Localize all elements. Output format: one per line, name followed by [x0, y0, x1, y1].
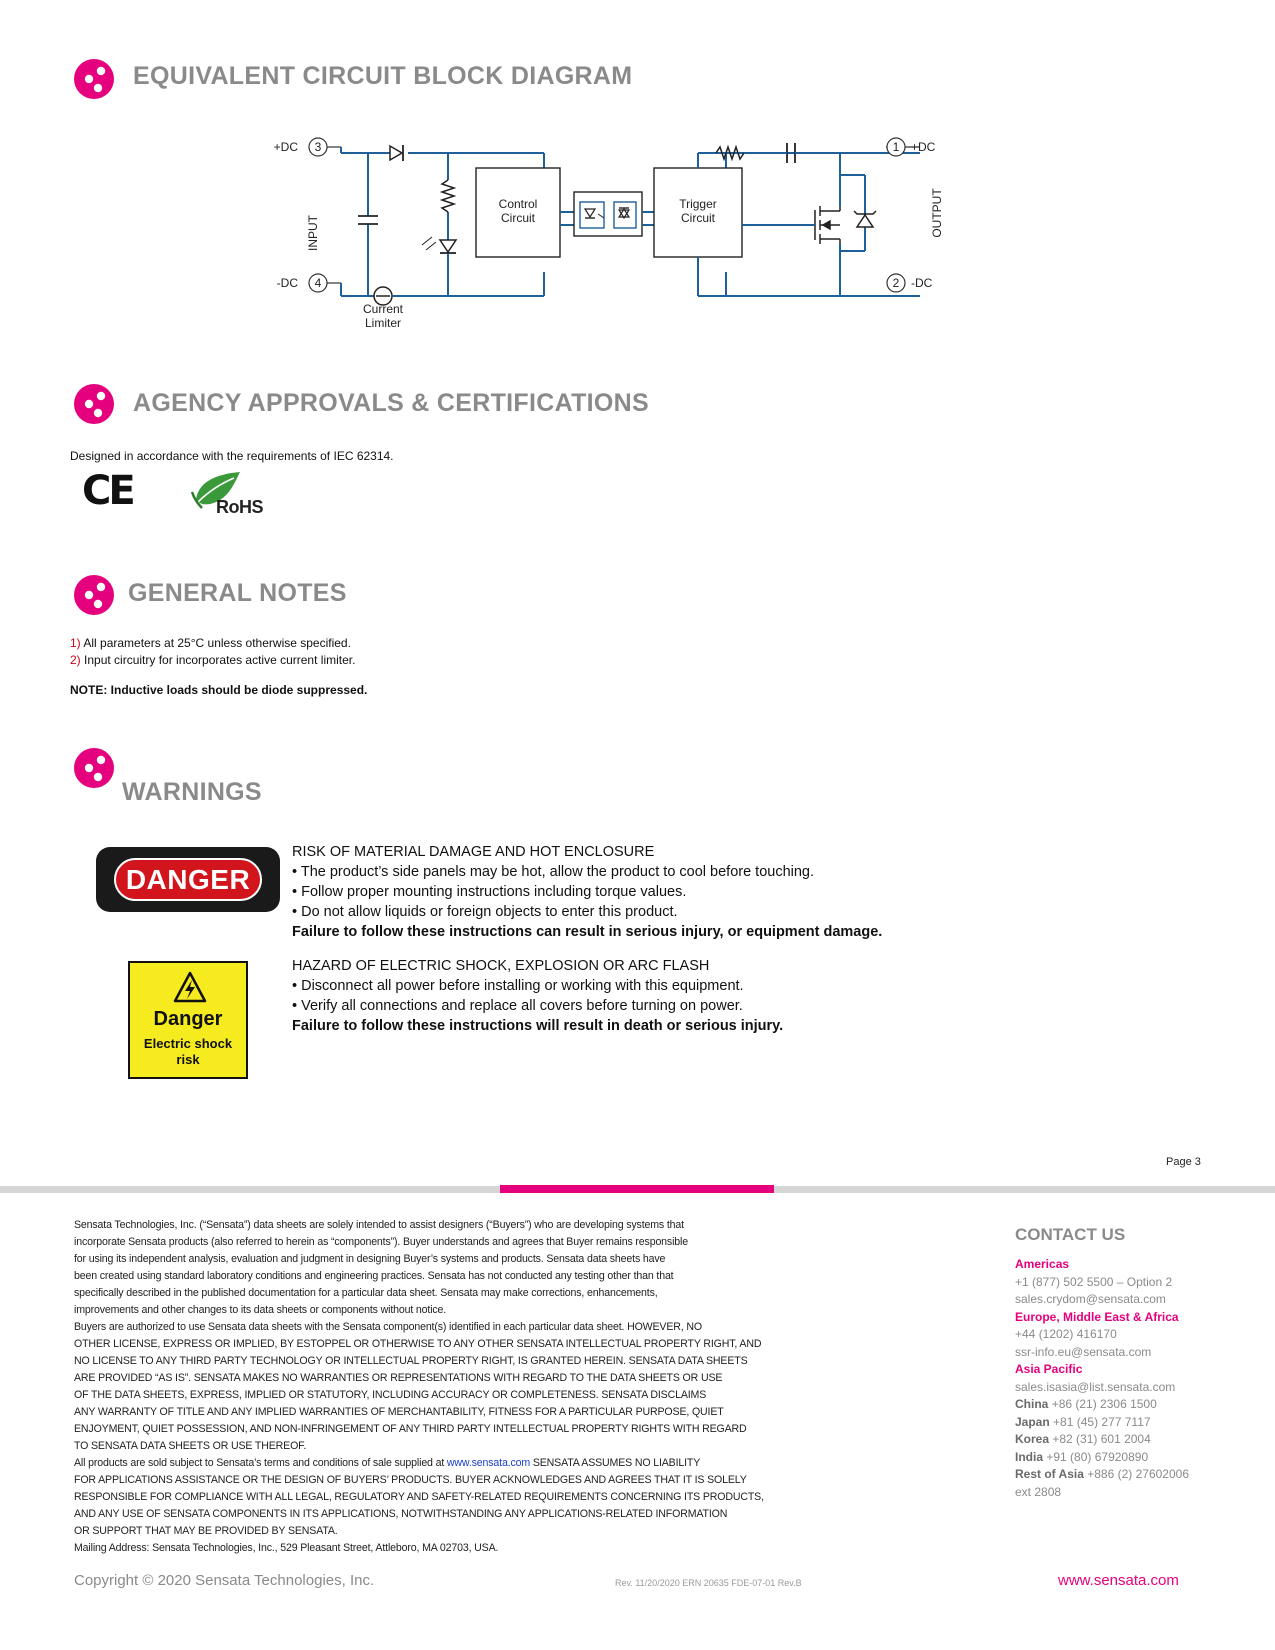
- high-voltage-warning-icon: [173, 971, 207, 1003]
- disclaimer-line: AND ANY USE OF SENSATA COMPONENTS IN ITS APPLICATIONS, NOTWITHSTANDING ANY APPLICATIONS-RELATED INFORMATION: [74, 1508, 728, 1520]
- warning-heading: HAZARD OF ELECTRIC SHOCK, EXPLOSION OR ARC FLASH: [292, 958, 710, 974]
- resistor-icon: [442, 180, 454, 212]
- pin-1-label: 1: [892, 140, 900, 154]
- website-link[interactable]: www.sensata.com: [1058, 1572, 1179, 1589]
- shock-sign-line2: risk: [176, 1052, 200, 1067]
- warning-consequence: Failure to follow these instructions can result in serious injury, or equipment damage.: [292, 924, 883, 940]
- note-text: All parameters at 25°C unless otherwise specified.: [83, 636, 351, 650]
- disclaimer-line: OR SUPPORT THAT MAY BE PROVIDED BY SENSATA.: [74, 1525, 338, 1537]
- warning-line: • Disconnect all power before installing or working with this equipment.: [292, 978, 744, 994]
- legal-disclaimer: [74, 1217, 774, 1557]
- warning-block-hot-enclosure: [292, 842, 882, 942]
- pin-4-label: 4: [314, 276, 322, 290]
- danger-sign: [96, 847, 280, 912]
- warning-consequence: Failure to follow these instructions will result in death or serious injury.: [292, 1018, 784, 1034]
- warning-line: • The product’s side panels may be hot, allow the product to cool before touching.: [292, 864, 815, 880]
- section-title-notes: GENERAL NOTES: [128, 579, 347, 607]
- disclaimer-line: improvements and other changes to its data sheets or components without notice.: [74, 1304, 447, 1316]
- shock-sign-title: Danger: [153, 1008, 223, 1030]
- disclaimer-line: Sensata Technologies, Inc. (“Sensata”) data sheets are solely intended to assist designers (“Buyers”) who are developing systems that: [74, 1219, 684, 1231]
- disclaimer-line: Buyers are authorized to use Sensata data sheets with the Sensata component(s) identified in each particular data sheet. HOWEVER, NO: [74, 1321, 702, 1333]
- disclaimer-line: ANY WARRANTY OF TITLE AND ANY IMPLIED WARRANTIES OF MERCHANTABILITY, FITNESS FOR A PARTICULAR PURPOSE, QUIET: [74, 1406, 724, 1418]
- contact-india: India +91 (80) 67920890: [1015, 1449, 1149, 1464]
- current-limiter-label-1: Current: [362, 301, 404, 316]
- diode-icon: [390, 146, 402, 160]
- contact-japan: Japan +81 (45) 277 7117: [1015, 1414, 1151, 1429]
- note-inductive: NOTE: Inductive loads should be diode suppressed.: [70, 683, 368, 697]
- current-limiter-label-2: Limiter: [364, 315, 402, 330]
- pin-2-label: 2: [892, 276, 900, 290]
- disclaimer-line: NO LICENSE TO ANY THIRD PARTY TECHNOLOGY OR INTELLECTUAL PROPERTY RIGHT, IS GRANTED HEREIN. SENSATA DATA SHEETS: [74, 1355, 748, 1367]
- region-emea: Europe, Middle East & Africa: [1015, 1309, 1179, 1324]
- disclaimer-line: OF THE DATA SHEETS, EXPRESS, IMPLIED OR STATUTORY, INCLUDING ACCURACY OR COMPLETENESS. SENSATA DISCLAIMS: [74, 1389, 707, 1401]
- ce-mark-logo: CE: [82, 468, 133, 514]
- disclaimer-line: RESPONSIBLE FOR COMPLIANCE WITH ALL LEGAL, REGULATORY AND SAFETY-RELATED REQUIREMENTS CONCERNING ITS PRODUCTS,: [74, 1491, 764, 1503]
- emea-phone: +44 (1202) 416170: [1015, 1327, 1117, 1341]
- warning-heading: RISK OF MATERIAL DAMAGE AND HOT ENCLOSURE: [292, 844, 655, 860]
- apac-email[interactable]: sales.isasia@list.sensata.com: [1015, 1379, 1176, 1394]
- section-bullet-icon: [74, 59, 114, 99]
- rohs-logo: [188, 470, 278, 520]
- optocoupler-icon: [574, 192, 642, 236]
- note-item: [70, 653, 355, 667]
- control-label-2: Circuit: [500, 211, 536, 225]
- rohs-text: RoHS: [216, 497, 263, 517]
- approvals-text: Designed in accordance with the requirements of IEC 62314.: [70, 449, 394, 463]
- disclaimer-line: [74, 1455, 774, 1472]
- disclaimer-line: Mailing Address: Sensata Technologies, Inc., 529 Pleasant Street, Attleboro, MA 02703, USA.: [74, 1542, 499, 1554]
- contact-rest-of-asia: Rest of Asia +886 (2) 27602006: [1015, 1467, 1190, 1481]
- input-pos-label: +DC: [273, 140, 298, 154]
- contact-list: [1015, 1256, 1255, 1501]
- region-americas: Americas: [1015, 1257, 1070, 1271]
- disclaimer-line: OTHER LICENSE, EXPRESS OR IMPLIED, BY ESTOPPEL OR OTHERWISE TO ANY OTHER SENSATA INTELLECTUAL PROPERTY RIGHT, AND: [74, 1338, 762, 1350]
- section-title-warnings: WARNINGS: [122, 778, 262, 806]
- warning-line: • Do not allow liquids or foreign objects to enter this product.: [292, 904, 678, 920]
- section-title-circuit: EQUIVALENT CIRCUIT BLOCK DIAGRAM: [133, 62, 633, 90]
- trigger-label-2: Circuit: [680, 211, 716, 225]
- input-neg-label: -DC: [276, 276, 298, 290]
- warning-line: • Follow proper mounting instructions including torque values.: [292, 884, 687, 900]
- disclaimer-line: ARE PROVIDED “AS IS”. SENSATA MAKES NO WARRANTIES OR REPRESENTATIONS WITH REGARD TO THE DATA SHEETS OR USE: [74, 1372, 723, 1384]
- emea-email[interactable]: ssr-info.eu@sensata.com: [1015, 1344, 1152, 1359]
- footer-divider-accent: [500, 1185, 774, 1193]
- revision-info: Rev. 11/20/2020 ERN 20635 FDE-07-01 Rev.B: [615, 1578, 802, 1588]
- note-number: 2): [70, 653, 81, 667]
- page-number: Page 3: [1166, 1156, 1201, 1168]
- disclaimer-line: incorporate Sensata products (also referred to herein as “components”). Buyer understands and agrees that Buyer remains responsible: [74, 1236, 688, 1248]
- sensata-link[interactable]: www.sensata.com: [446, 1457, 531, 1469]
- liability-text: SENSATA ASSUMES NO LIABILITY: [530, 1457, 701, 1469]
- americas-phone: +1 (877) 502 5500 – Option 2: [1015, 1274, 1173, 1289]
- capacitor-icon: [358, 216, 378, 224]
- contact-rest-ext: ext 2808: [1015, 1484, 1062, 1499]
- warning-block-electric-shock: [292, 956, 783, 1036]
- circuit-diagram: [273, 130, 1000, 340]
- contact-china: China +86 (21) 2306 1500: [1015, 1397, 1157, 1411]
- note-item: [70, 636, 351, 650]
- input-label: INPUT: [306, 215, 320, 251]
- sale-terms-text: All products are sold subject to Sensata’s terms and conditions of sale supplied at: [74, 1457, 447, 1469]
- americas-email[interactable]: sales.crydom@sensata.com: [1015, 1292, 1166, 1306]
- disclaimer-line: TO SENSATA DATA SHEETS OR USE THEREOF.: [74, 1440, 307, 1452]
- output-pos-label: +DC: [911, 140, 936, 154]
- warning-line: • Verify all connections and replace all covers before turning on power.: [292, 998, 743, 1014]
- pin-3-label: 3: [314, 140, 322, 154]
- section-bullet-icon: [74, 575, 114, 615]
- led-icon: [422, 237, 456, 253]
- contact-korea: Korea +82 (31) 601 2004: [1015, 1432, 1151, 1446]
- region-apac: Asia Pacific: [1015, 1362, 1083, 1376]
- note-text: Input circuitry for incorporates active current limiter.: [84, 653, 356, 667]
- disclaimer-line: ENJOYMENT, QUIET POSSESSION, AND NON-INFRINGEMENT OF ANY THIRD PARTY INTELLECTUAL PROPERTY RIGHTS WITH REGARD: [74, 1423, 747, 1435]
- section-bullet-icon: [74, 748, 114, 788]
- trigger-label-1: Trigger: [679, 197, 717, 211]
- disclaimer-line: specifically described in the published documentation for a particular data sheet. Sensata may make corrections, enhancements,: [74, 1287, 658, 1299]
- contact-title: CONTACT US: [1015, 1225, 1126, 1244]
- danger-sign-text: DANGER: [114, 858, 262, 901]
- control-label-1: Control: [498, 197, 538, 211]
- disclaimer-line: FOR APPLICATIONS ASSISTANCE OR THE DESIGN OF BUYERS’ PRODUCTS. BUYER ACKNOWLEDGES AND AGREES THAT IT IS SOLELY: [74, 1474, 747, 1486]
- tvs-diode-icon: [854, 211, 876, 227]
- copyright: Copyright © 2020 Sensata Technologies, Inc.: [74, 1572, 375, 1589]
- note-number: 1): [70, 636, 81, 650]
- disclaimer-line: been created using standard laboratory conditions and engineering practices. Sensata has not conducted any testing other than that: [74, 1270, 674, 1282]
- electric-shock-sign: [128, 961, 248, 1079]
- section-title-approvals: AGENCY APPROVALS & CERTIFICATIONS: [133, 389, 649, 417]
- output-label: OUTPUT: [930, 188, 944, 238]
- mosfet-icon: [815, 206, 840, 244]
- section-bullet-icon: [74, 384, 114, 424]
- disclaimer-line: for using its independent analysis, evaluation and judgment in designing Buyer’s systems and products. Sensata data sheets have: [74, 1253, 666, 1265]
- output-neg-label: -DC: [911, 276, 933, 290]
- shock-sign-line1: Electric shock: [143, 1036, 233, 1051]
